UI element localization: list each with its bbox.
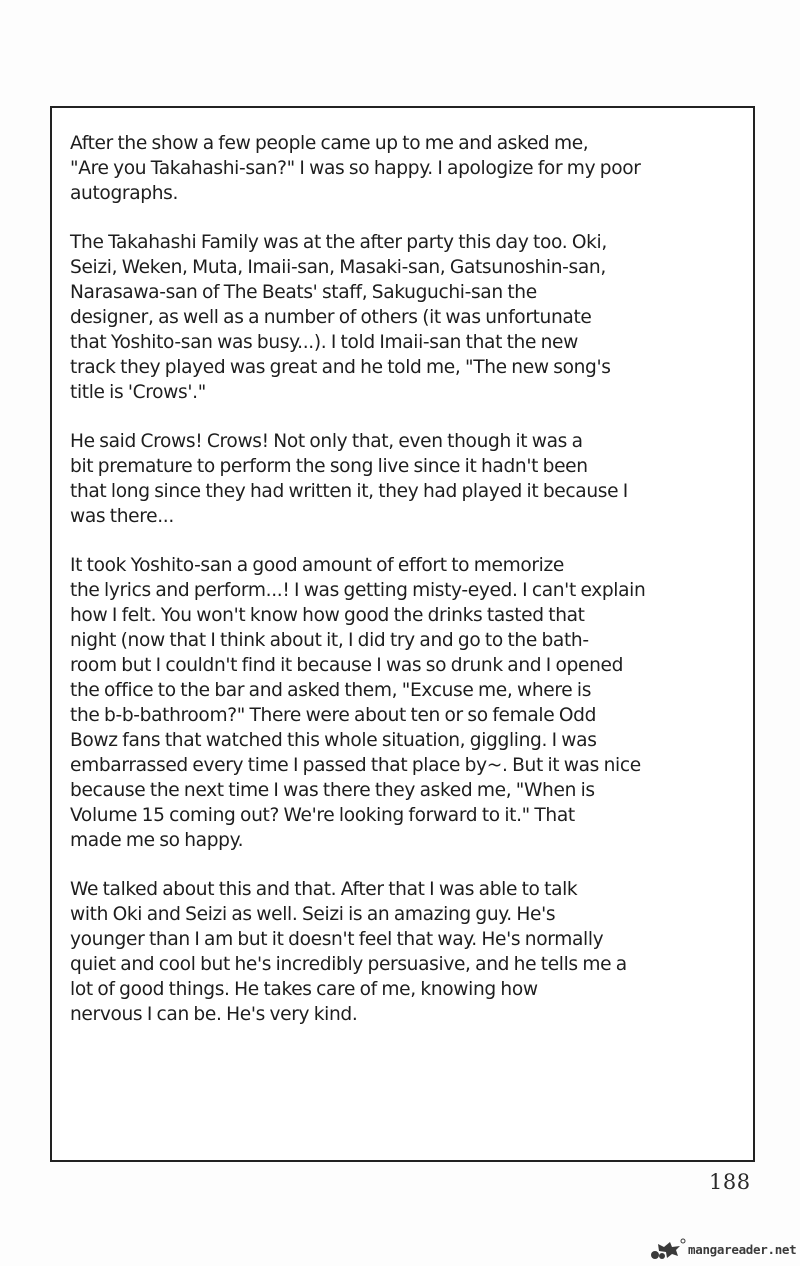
page-number: 188 bbox=[709, 1170, 751, 1194]
text-line: autographs. bbox=[70, 183, 179, 204]
text-line: nervous I can be. He's very kind. bbox=[70, 1004, 358, 1025]
text-line: the b-b-bathroom?" There were about ten or so female Odd bbox=[70, 705, 597, 726]
text-line: Narasawa-san of The Beats' staff, Sakuguchi-san the bbox=[70, 282, 537, 303]
text-line: designer, as well as a number of others (it was unfortunate bbox=[70, 307, 592, 328]
watermark bbox=[650, 1238, 796, 1260]
text-line: The Takahashi Family was at the after party this day too. Oki, bbox=[70, 232, 607, 253]
text-line: because the next time I was there they asked me, "When is bbox=[70, 780, 595, 801]
watermark-text: mangareader.net bbox=[688, 1241, 797, 1257]
text-line: After the show a few people came up to me and asked me, bbox=[70, 133, 589, 154]
text-line: that long since they had written it, they had played it because I bbox=[70, 481, 628, 502]
text-line: was there... bbox=[70, 506, 174, 527]
paragraph-3 bbox=[70, 429, 740, 529]
paragraph-1 bbox=[70, 131, 740, 206]
text-line: that Yoshito-san was busy...). I told Imaii-san that the new bbox=[70, 332, 578, 353]
text-line: Seizi, Weken, Muta, Imaii-san, Masaki-san, Gatsunoshin-san, bbox=[70, 257, 606, 278]
text-line: quiet and cool but he's incredibly persuasive, and he tells me a bbox=[70, 954, 627, 975]
paragraph-5 bbox=[70, 877, 740, 1027]
text-line: younger than I am but it doesn't feel that way. He's normally bbox=[70, 929, 604, 950]
text-line: the office to the bar and asked them, "Excuse me, where is bbox=[70, 680, 592, 701]
paragraph-4 bbox=[70, 553, 740, 853]
mascot-logo-icon bbox=[650, 1238, 686, 1260]
text-line: title is 'Crows'." bbox=[70, 382, 206, 403]
afterword-body bbox=[70, 131, 740, 1051]
text-line: the lyrics and perform...! I was getting misty-eyed. I can't explain bbox=[70, 580, 646, 601]
text-line: lot of good things. He takes care of me, knowing how bbox=[70, 979, 538, 1000]
text-line: track they played was great and he told me, "The new song's bbox=[70, 357, 611, 378]
text-line: It took Yoshito-san a good amount of effort to memorize bbox=[70, 555, 564, 576]
text-line: with Oki and Seizi as well. Seizi is an amazing guy. He's bbox=[70, 904, 556, 925]
text-line: night (now that I think about it, I did try and go to the bath- bbox=[70, 630, 589, 651]
text-line: He said Crows! Crows! Not only that, even though it was a bbox=[70, 431, 583, 452]
text-line: how I felt. You won't know how good the drinks tasted that bbox=[70, 605, 585, 626]
text-line: Bowz fans that watched this whole situation, giggling. I was bbox=[70, 730, 597, 751]
text-line: We talked about this and that. After that I was able to talk bbox=[70, 879, 578, 900]
paragraph-2 bbox=[70, 230, 740, 405]
text-line: room but I couldn't find it because I was so drunk and I opened bbox=[70, 655, 624, 676]
text-line: made me so happy. bbox=[70, 830, 244, 851]
text-line: bit premature to perform the song live since it hadn't been bbox=[70, 456, 588, 477]
text-line: "Are you Takahashi-san?" I was so happy. I apologize for my poor bbox=[70, 158, 641, 179]
afterword-text-box bbox=[50, 106, 755, 1162]
text-line: Volume 15 coming out? We're looking forward to it." That bbox=[70, 805, 575, 826]
text-line: embarrassed every time I passed that place by~. But it was nice bbox=[70, 755, 641, 776]
